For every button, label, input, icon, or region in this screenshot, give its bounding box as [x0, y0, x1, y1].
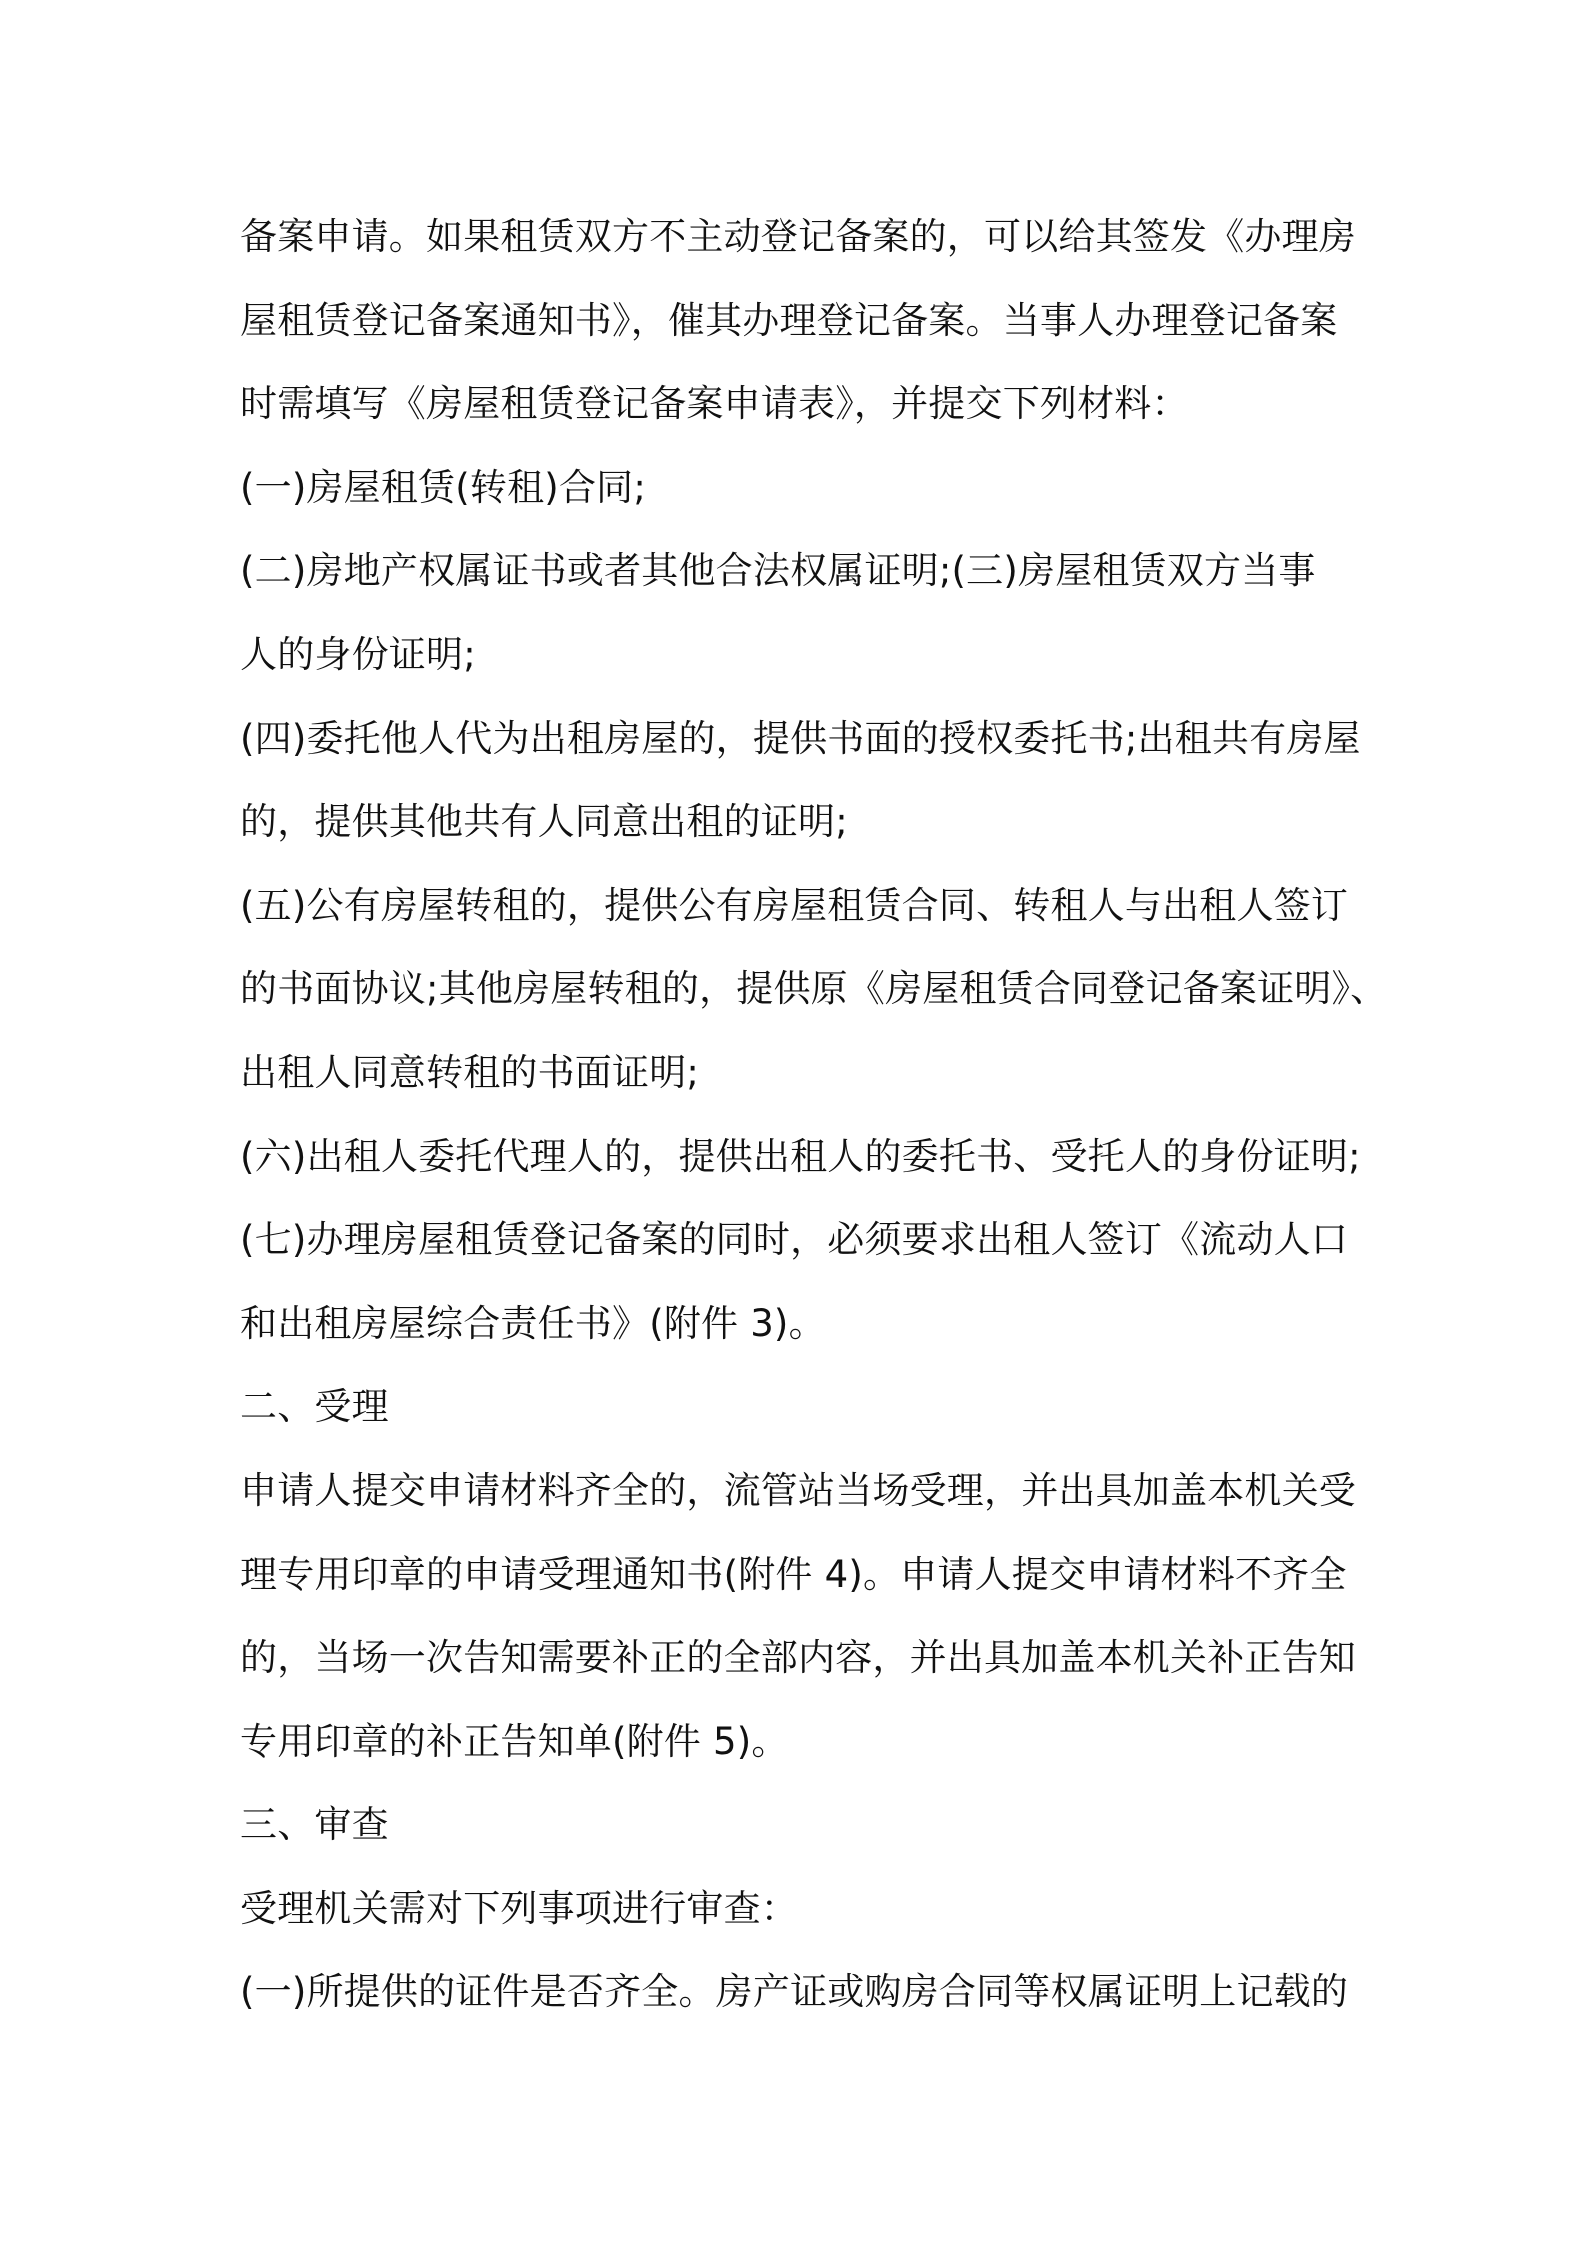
- section-heading: 二、受理: [240, 1385, 389, 1429]
- text-line: 屋租赁登记备案通知书》，催其办理登记备案。当事人办理登记备案: [240, 298, 1338, 342]
- text-line: 的，提供其他共有人同意出租的证明;: [240, 800, 848, 844]
- text-line: 的，当场一次告知需要补正的全部内容，并出具加盖本机关补正告知: [240, 1636, 1356, 1680]
- text-line: 备案申请。如果租赁双方不主动登记备案的，可以给其签发《办理房: [240, 215, 1356, 258]
- text-line: 人的身份证明;: [240, 632, 476, 676]
- list-item: (一)房屋租赁(转租)合同;: [240, 465, 647, 509]
- list-item: (七)办理房屋租赁登记备案的同时，必须要求出租人签订《流动人口: [240, 1218, 1349, 1262]
- list-item: (五)公有房屋转租的，提供公有房屋租赁合同、转租人与出租人签订: [240, 883, 1349, 927]
- text-line: 申请人提交申请材料齐全的，流管站当场受理，并出具加盖本机关受: [240, 1468, 1356, 1512]
- list-item: (一)所提供的证件是否齐全。房产证或购房合同等权属证明上记载的: [240, 1970, 1349, 2014]
- text-line: 理专用印章的申请受理通知书(附件 4)。申请人提交申请材料不齐全: [240, 1552, 1347, 1596]
- list-item: (六)出租人委托代理人的，提供出租人的委托书、受托人的身份证明;: [240, 1134, 1361, 1178]
- list-item: (四)委托他人代为出租房屋的，提供书面的授权委托书;出租共有房屋: [240, 716, 1361, 760]
- text-line: 专用印章的补正告知单(附件 5)。: [240, 1719, 789, 1763]
- section-heading: 三、审查: [240, 1803, 389, 1847]
- text-line: 受理机关需对下列事项进行审查：: [240, 1886, 798, 1930]
- document-body: [240, 195, 1388, 2034]
- list-item: (二)房地产权属证书或者其他合法权属证明;(三)房屋租赁双方当事: [240, 549, 1316, 593]
- text-line: 的书面协议;其他房屋转租的，提供原《房屋租赁合同登记备案证明》、: [240, 967, 1388, 1011]
- text-line: 和出租房屋综合责任书》(附件 3)。: [240, 1301, 826, 1345]
- text-line: 出租人同意转租的书面证明;: [240, 1050, 700, 1094]
- text-line: 时需填写《房屋租赁登记备案申请表》，并提交下列材料：: [240, 382, 1189, 426]
